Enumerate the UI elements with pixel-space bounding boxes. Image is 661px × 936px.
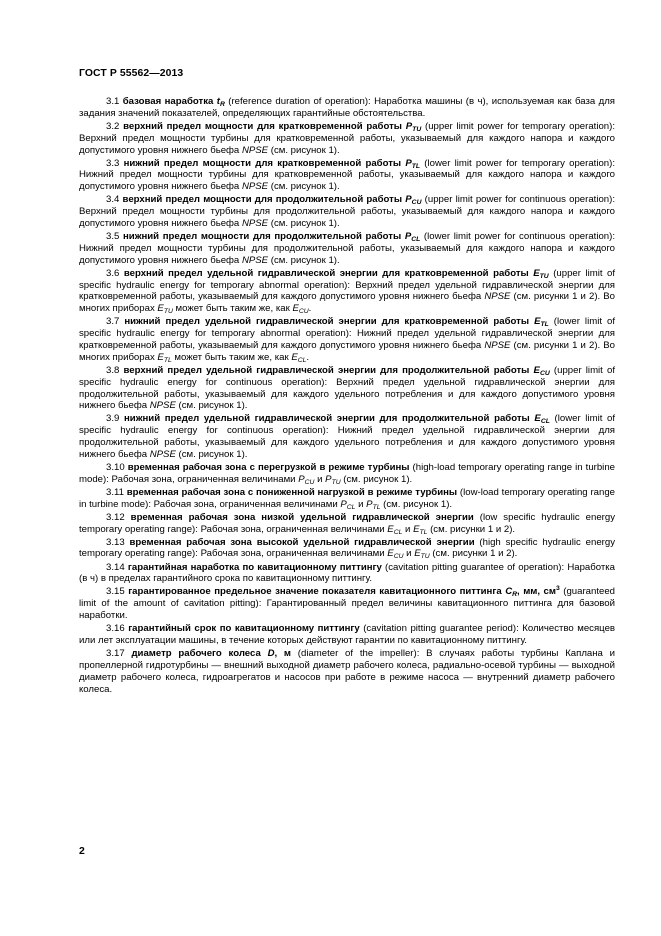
- definition-3-4: 3.4 верхний предел мощности для продолжительной работы $P_{CU}$ (upper limit power for continuous operation): Верхний предел мощности турбины для продолжительной работы, указываемый для каждого напора и каждого допустимого уровня нижнего бьефа NPSE (см. рисунок 1).: [79, 194, 615, 229]
- standard-header: ГОСТ Р 55562—2013: [79, 68, 184, 79]
- definition-3-14: 3.14 гарантийная наработка по кавитационному питтингу (cavitation pitting guarantee of operation): Наработка (в ч) в пределах гарантийного срока по кавитационному питтингу.: [79, 561, 616, 585]
- definition-3-11: 3.11 временная рабочая зона с пониженной нагрузкой в режиме турбины (low-load temporary operating range in turbine mode): Рабочая зона, ограниченная величинами $P_{CL}$ и $P_{TL}$ (см. рисунок 1).: [79, 486, 615, 511]
- definition-3-12: 3.12 временная рабочая зона низкой удельной гидравлической энергии (low specific hydraulic energy temporary operating range): Рабочая зона, ограниченная величинами $E_{CL}$ и $E_{TL}$ (см. рисунки 1 и 2).: [79, 511, 615, 536]
- definition-3-13: 3.13 временная рабочая зона высокой удельной гидравлической энергии (high specific hydraulic energy temporary operating range): Рабочая зона, ограниченная величинами $E_{CU}$ и $E_{TU}$ (см. рисунки 1 и 2).: [79, 536, 615, 561]
- definitions-body: [79, 96, 615, 697]
- definition-3-16: 3.16 гарантийный срок по кавитационному питтингу (cavitation pitting guarantee period): Количество месяцев или лет эксплуатации машины, в течение которых действуют гарантии по кавитационному питтингу.: [79, 623, 615, 646]
- definition-3-10: 3.10 временная рабочая зона с перегрузкой в режиме турбины (high-load temporary operating range in turbine mode): Рабочая зона, ограниченная величинами $P_{CU}$ и $P_{TU}$ (см. рисунок 1).: [79, 462, 615, 486]
- definition-3-8: 3.8 верхний предел удельной гидравлической энергии для продолжительной работы $E_{CU}$ (upper limit of specific hydraulic energy for continuous operation): Верхний предел удельной гидравлической энергии для продолжительной работы, указываемый для каждого удельного потребления и для каждого допустимого уровня нижнего бьефа NPSE (см. рисунок 1).: [79, 364, 616, 412]
- definition-3-1: 3.1 базовая наработка $t_R$ (reference duration of operation): Наработка машины (в ч), используемая как база для задания значений показателей, определяющих гарантийные обстоятельства.: [79, 96, 616, 119]
- definition-3-7: 3.7 нижний предел удельной гидравлической энергии для кратковременной работы $E_{TL}$ (lower limit of specific hydraulic energy for temporary abnormal operation): Нижний предел удельной гидравлической энергии для кратковременной работы, указываемый для каждого допустимого уровня нижнего бьефа NPSE (см. рисунки 1 и 2). Во многих приборах $E_{TL}$ может быть таким же, как $E_{CL}$.: [79, 316, 616, 364]
- definition-3-6: 3.6 верхний предел удельной гидравлической энергии для кратковременной работы $E_{TU}$ (upper limit of specific hydraulic energy for temporary abnormal operation): Верхний предел удельной гидравлической энергии для кратковременной работы, указываемый для каждого допустимого уровня нижнего бьефа NPSE (см. рисунки 1 и 2). Во многих приборах $E_{TU}$ может быть таким же, как $E_{CU}$.: [79, 267, 616, 316]
- definition-3-5: 3.5 нижний предел мощности для продолжительной работы $P_{CL}$ (lower limit power for continuous operation): Нижний предел мощности турбины для продолжительной работы, указываемый для каждого напора и каждого допустимого уровня нижнего бьефа NPSE (см. рисунок 1).: [79, 231, 615, 266]
- definition-3-3: 3.3 нижний предел мощности для кратковременной работы $P_{TL}$ (lower limit power for temporary operation): Нижний предел мощности турбины для кратковременной работы, указываемый для каждого напора и каждого допустимого уровня нижнего бьефа NPSE (см. рисунок 1).: [79, 157, 615, 193]
- definition-3-17: 3.17 диаметр рабочего колеса D, м (diameter of the impeller): В случаях работы турбины Каплана и пропеллерной гидротурбины — внешний выходной диаметр рабочего колеса, радиально-осевой турбины — выходной диаметр рабочего колеса, гидроагрегатов и насосов при работе в режиме насоса — внутренний диаметр рабочего колеса.: [79, 647, 616, 695]
- definition-3-15: 3.15 гарантированное предельное значение показателя кавитационного питтинга $C_R$, мм, $см^3$ (guaranteed limit of the amount of cavitation pitting): Гарантированный предел величины кавитационного питтинга для базовой наработки.: [79, 585, 615, 622]
- definition-3-9: 3.9 нижний предел удельной гидравлической энергии для продолжительной работы $E_{CL}$ (lower limit of specific hydraulic energy for continuous operation): Нижний предел удельной гидравлической энергии для продолжительной работы, указываемый для каждого удельного потребления и для каждого допустимого уровня нижнего бьефа NPSE (см. рисунок 1).: [79, 413, 616, 460]
- definition-3-2: 3.2 верхний предел мощности для кратковременной работы $P_{TU}$ (upper limit power for temporary operation): Верхний предел мощности турбины для кратковременной работы, указываемый для каждого напора и каждого допустимого уровня нижнего бьефа NPSE (см. рисунок 1).: [79, 120, 615, 156]
- page-number: 2: [79, 846, 85, 857]
